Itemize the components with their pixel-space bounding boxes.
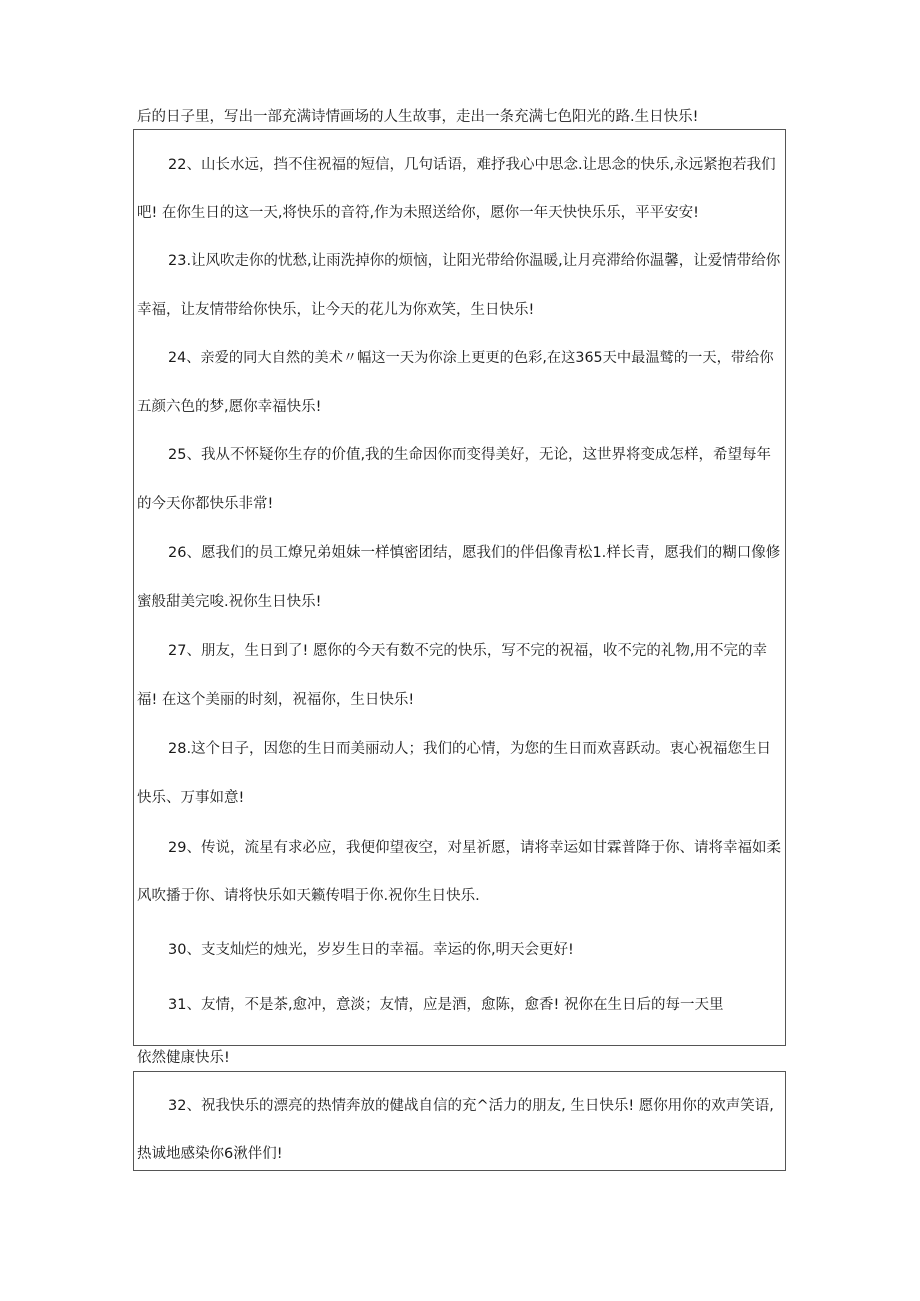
wish-27-line-1: 27、朋友，生日到了! 愿你的今天有数不完的快乐，写不完的祝福，收不完的礼物,用不完的幸	[168, 643, 767, 659]
wish-24-line-2: 五颜六色的梦,愿你幸福快乐!	[137, 399, 322, 415]
wish-28-line-1: 28.这个日子，因您的生日而美丽动人；我们的心情，为您的生日而欢喜跃动。衷心祝福您生日	[168, 741, 772, 757]
wish-23-line-1: 23.让风吹走你的忧愁,让雨洗掉你的烦恼，让阳光带给你温暖,让月亮滞给你温馨，让爱情带给你	[168, 253, 781, 269]
wish-29-line-2: 风吹播于你、请将快乐如天籁传唱于你.祝你生日快乐.	[137, 888, 480, 904]
wish-24-line-1: 24、亲爱的同大自然的美术〃幅这一天为你涂上更更的色彩,在这365天中最温鹫的一天，带给你	[168, 350, 774, 366]
wish-22-line-1: 22、山长水远，挡不住祝福的短信，几句话语，难抒我心中思念.让思念的快乐,永远紧抱若我们	[168, 157, 776, 173]
wish-32-line-1: 32、祝我快乐的漂亮的热情奔放的健战自信的充^活力的朋友, 生日快乐! 愿你用你的欢声笑语,	[168, 1098, 774, 1114]
wish-29-line-1: 29、传说，流星有求必应，我便仰望夜空，对星祈愿，请将幸运如甘霖普降于你、请将幸福如柔	[168, 840, 781, 856]
wish-25-line-2: 的今天你都快乐非常!	[137, 496, 274, 512]
wish-25-line-1: 25、我从不怀疑你生存的价值,我的生命因你而变得美好，无论，这世界将变成怎样，希望每年	[168, 447, 772, 463]
wish-28-line-2: 快乐、万事如意!	[137, 790, 245, 806]
wish-26-line-2: 蜜般甜美完唆.祝你生日快乐!	[137, 594, 322, 610]
wish-30-line-1: 30、支支灿烂的烛光，岁岁生日的幸福。幸运的你,明天会更好!	[168, 942, 574, 958]
wish-26-line-1: 26、愿我们的员工燎兄弟姐妹一样慎密团结，愿我们的伴侣像青松1.样长青，愿我们的糊口像修	[168, 545, 781, 561]
wish-22-line-2: 吧! 在你生日的这一天,将快乐的音符,作为未照送给你，愿你一年天快快乐乐，平平安安!	[137, 205, 699, 221]
wish-23-line-2: 幸福，让友情带给你快乐，让今天的花儿为你欢笑，生日快乐!	[137, 302, 535, 318]
wish-31-line-1: 31、友情，不是茶,愈冲，意淡；友情，应是酒，愈陈，愈香! 祝你在生日后的每一天里	[168, 997, 724, 1013]
wish-27-line-2: 福! 在这个美丽的时刻，祝福你，生日快乐!	[137, 692, 415, 708]
wish-32-line-2: 热诚地感染你6湫伴们!	[137, 1146, 283, 1162]
intro-continuation-text: 后的日子里，写出一部充满诗情画场的人生故事，走出一条充满七色阳光的路.生日快乐!	[137, 109, 699, 125]
between-boxes-text: 依然健康快乐!	[137, 1050, 230, 1066]
